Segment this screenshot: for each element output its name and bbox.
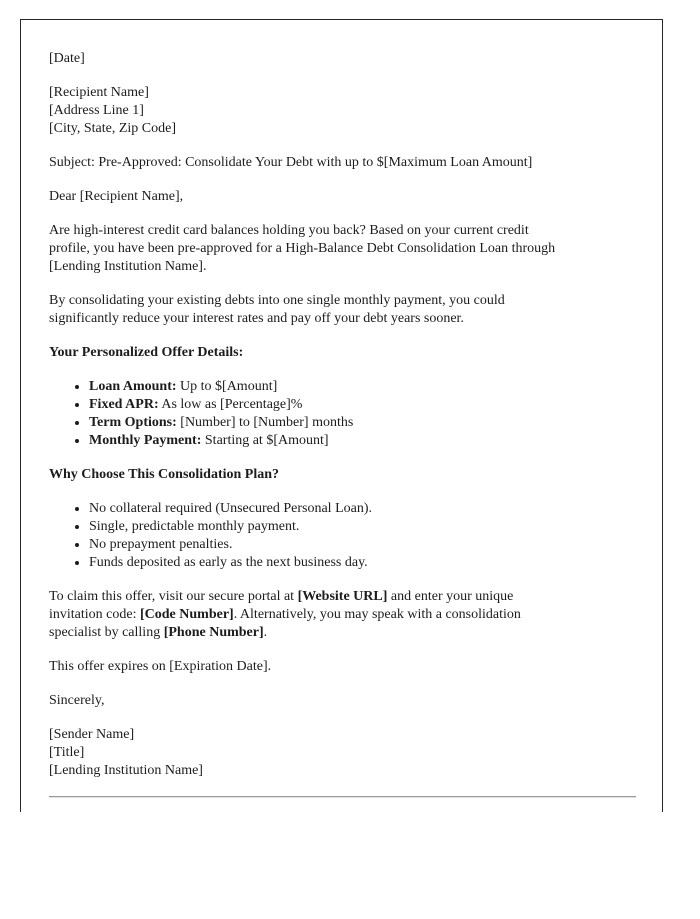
intro-paragraph	[49, 222, 636, 276]
text-run: By consolidating your existing debts into one single monthly payment, you could	[49, 293, 505, 308]
bullet-item	[89, 554, 636, 572]
text-run: [Recipient Name]	[49, 85, 149, 100]
text-run: Starting at $[Amount]	[201, 433, 329, 448]
text-run: No collateral required (Unsecured Personal Loan).	[89, 501, 372, 516]
text-run: Single, predictable monthly payment.	[89, 519, 300, 534]
text-line	[49, 744, 636, 762]
text-run: . Alternatively, you may speak with a consolidation	[233, 607, 521, 622]
text-line	[49, 188, 636, 206]
text-line	[49, 120, 636, 138]
text-run: No prepayment penalties.	[89, 537, 233, 552]
text-line	[49, 466, 636, 484]
bullet-item	[89, 500, 636, 518]
text-line	[49, 762, 636, 780]
divider-rule	[49, 796, 636, 798]
text-run: Are high-interest credit card balances holding you back? Based on your current credit	[49, 223, 529, 238]
text-run: invitation code:	[49, 607, 140, 622]
text-line	[49, 102, 636, 120]
letter-body	[49, 50, 636, 798]
expiration-line	[49, 658, 636, 676]
bullet-item	[89, 518, 636, 536]
bold-run: Term Options:	[89, 415, 177, 430]
bold-run: [Code Number]	[139, 607, 234, 622]
text-run: and enter your unique	[387, 589, 514, 604]
signature-block	[49, 726, 636, 780]
text-line	[49, 588, 636, 606]
why-choose-heading	[49, 466, 636, 484]
bold-run: Your Personalized Offer Details:	[49, 345, 244, 360]
text-run: [City, State, Zip Code]	[49, 121, 177, 136]
subject-line	[49, 154, 636, 172]
closing	[49, 692, 636, 710]
text-run: specialist by calling	[49, 625, 164, 640]
claim-paragraph	[49, 588, 636, 642]
text-run: This offer expires on [Expiration Date].	[49, 659, 272, 674]
text-run: Sincerely,	[49, 693, 105, 708]
text-line	[49, 658, 636, 676]
bold-run: [Website URL]	[297, 589, 388, 604]
bold-run: Monthly Payment:	[89, 433, 202, 448]
bold-run: Loan Amount:	[89, 379, 177, 394]
text-line	[49, 50, 636, 68]
text-line	[49, 292, 636, 310]
text-run: .	[263, 625, 268, 640]
bold-run: Fixed APR:	[89, 397, 159, 412]
why-choose-list	[49, 500, 636, 572]
text-run: As low as [Percentage]%	[158, 397, 303, 412]
recipient-address-block	[49, 84, 636, 138]
benefit-paragraph	[49, 292, 636, 328]
offer-details-heading	[49, 344, 636, 362]
text-run: [Lending Institution Name]	[49, 763, 203, 778]
bullet-item	[89, 378, 636, 396]
text-line	[49, 624, 636, 642]
text-run: [Date]	[49, 51, 85, 66]
text-line	[49, 726, 636, 744]
text-run: significantly reduce your interest rates and pay off your debt years sooner.	[49, 311, 464, 326]
text-run: [Address Line 1]	[49, 103, 144, 118]
text-run: profile, you have been pre-approved for a High-Balance Debt Consolidation Loan through	[49, 241, 556, 256]
text-run: Funds deposited as early as the next business day.	[89, 555, 368, 570]
text-line	[49, 692, 636, 710]
text-line	[49, 84, 636, 102]
text-line	[49, 606, 636, 624]
bullet-item	[89, 432, 636, 450]
bullet-item	[89, 396, 636, 414]
text-line	[49, 344, 636, 362]
text-line	[49, 222, 636, 240]
text-line	[49, 310, 636, 328]
bullet-item	[89, 536, 636, 554]
text-run: Subject: Pre-Approved: Consolidate Your Debt with up to $[Maximum Loan Amount]	[49, 155, 533, 170]
text-line	[49, 240, 636, 258]
bold-run: Why Choose This Consolidation Plan?	[49, 467, 280, 482]
text-run: [Lending Institution Name].	[49, 259, 207, 274]
offer-details-list	[49, 378, 636, 450]
bold-run: [Phone Number]	[163, 625, 264, 640]
bullet-item	[89, 414, 636, 432]
text-run: [Number] to [Number] months	[176, 415, 354, 430]
text-run: To claim this offer, visit our secure portal at	[49, 589, 298, 604]
text-run: Dear [Recipient Name],	[49, 189, 184, 204]
text-line	[49, 258, 636, 276]
letter-document	[20, 19, 663, 812]
salutation	[49, 188, 636, 206]
text-run: Up to $[Amount]	[176, 379, 278, 394]
text-run: [Sender Name]	[49, 727, 135, 742]
date-line	[49, 50, 636, 68]
text-line	[49, 154, 636, 172]
text-run: [Title]	[49, 745, 85, 760]
